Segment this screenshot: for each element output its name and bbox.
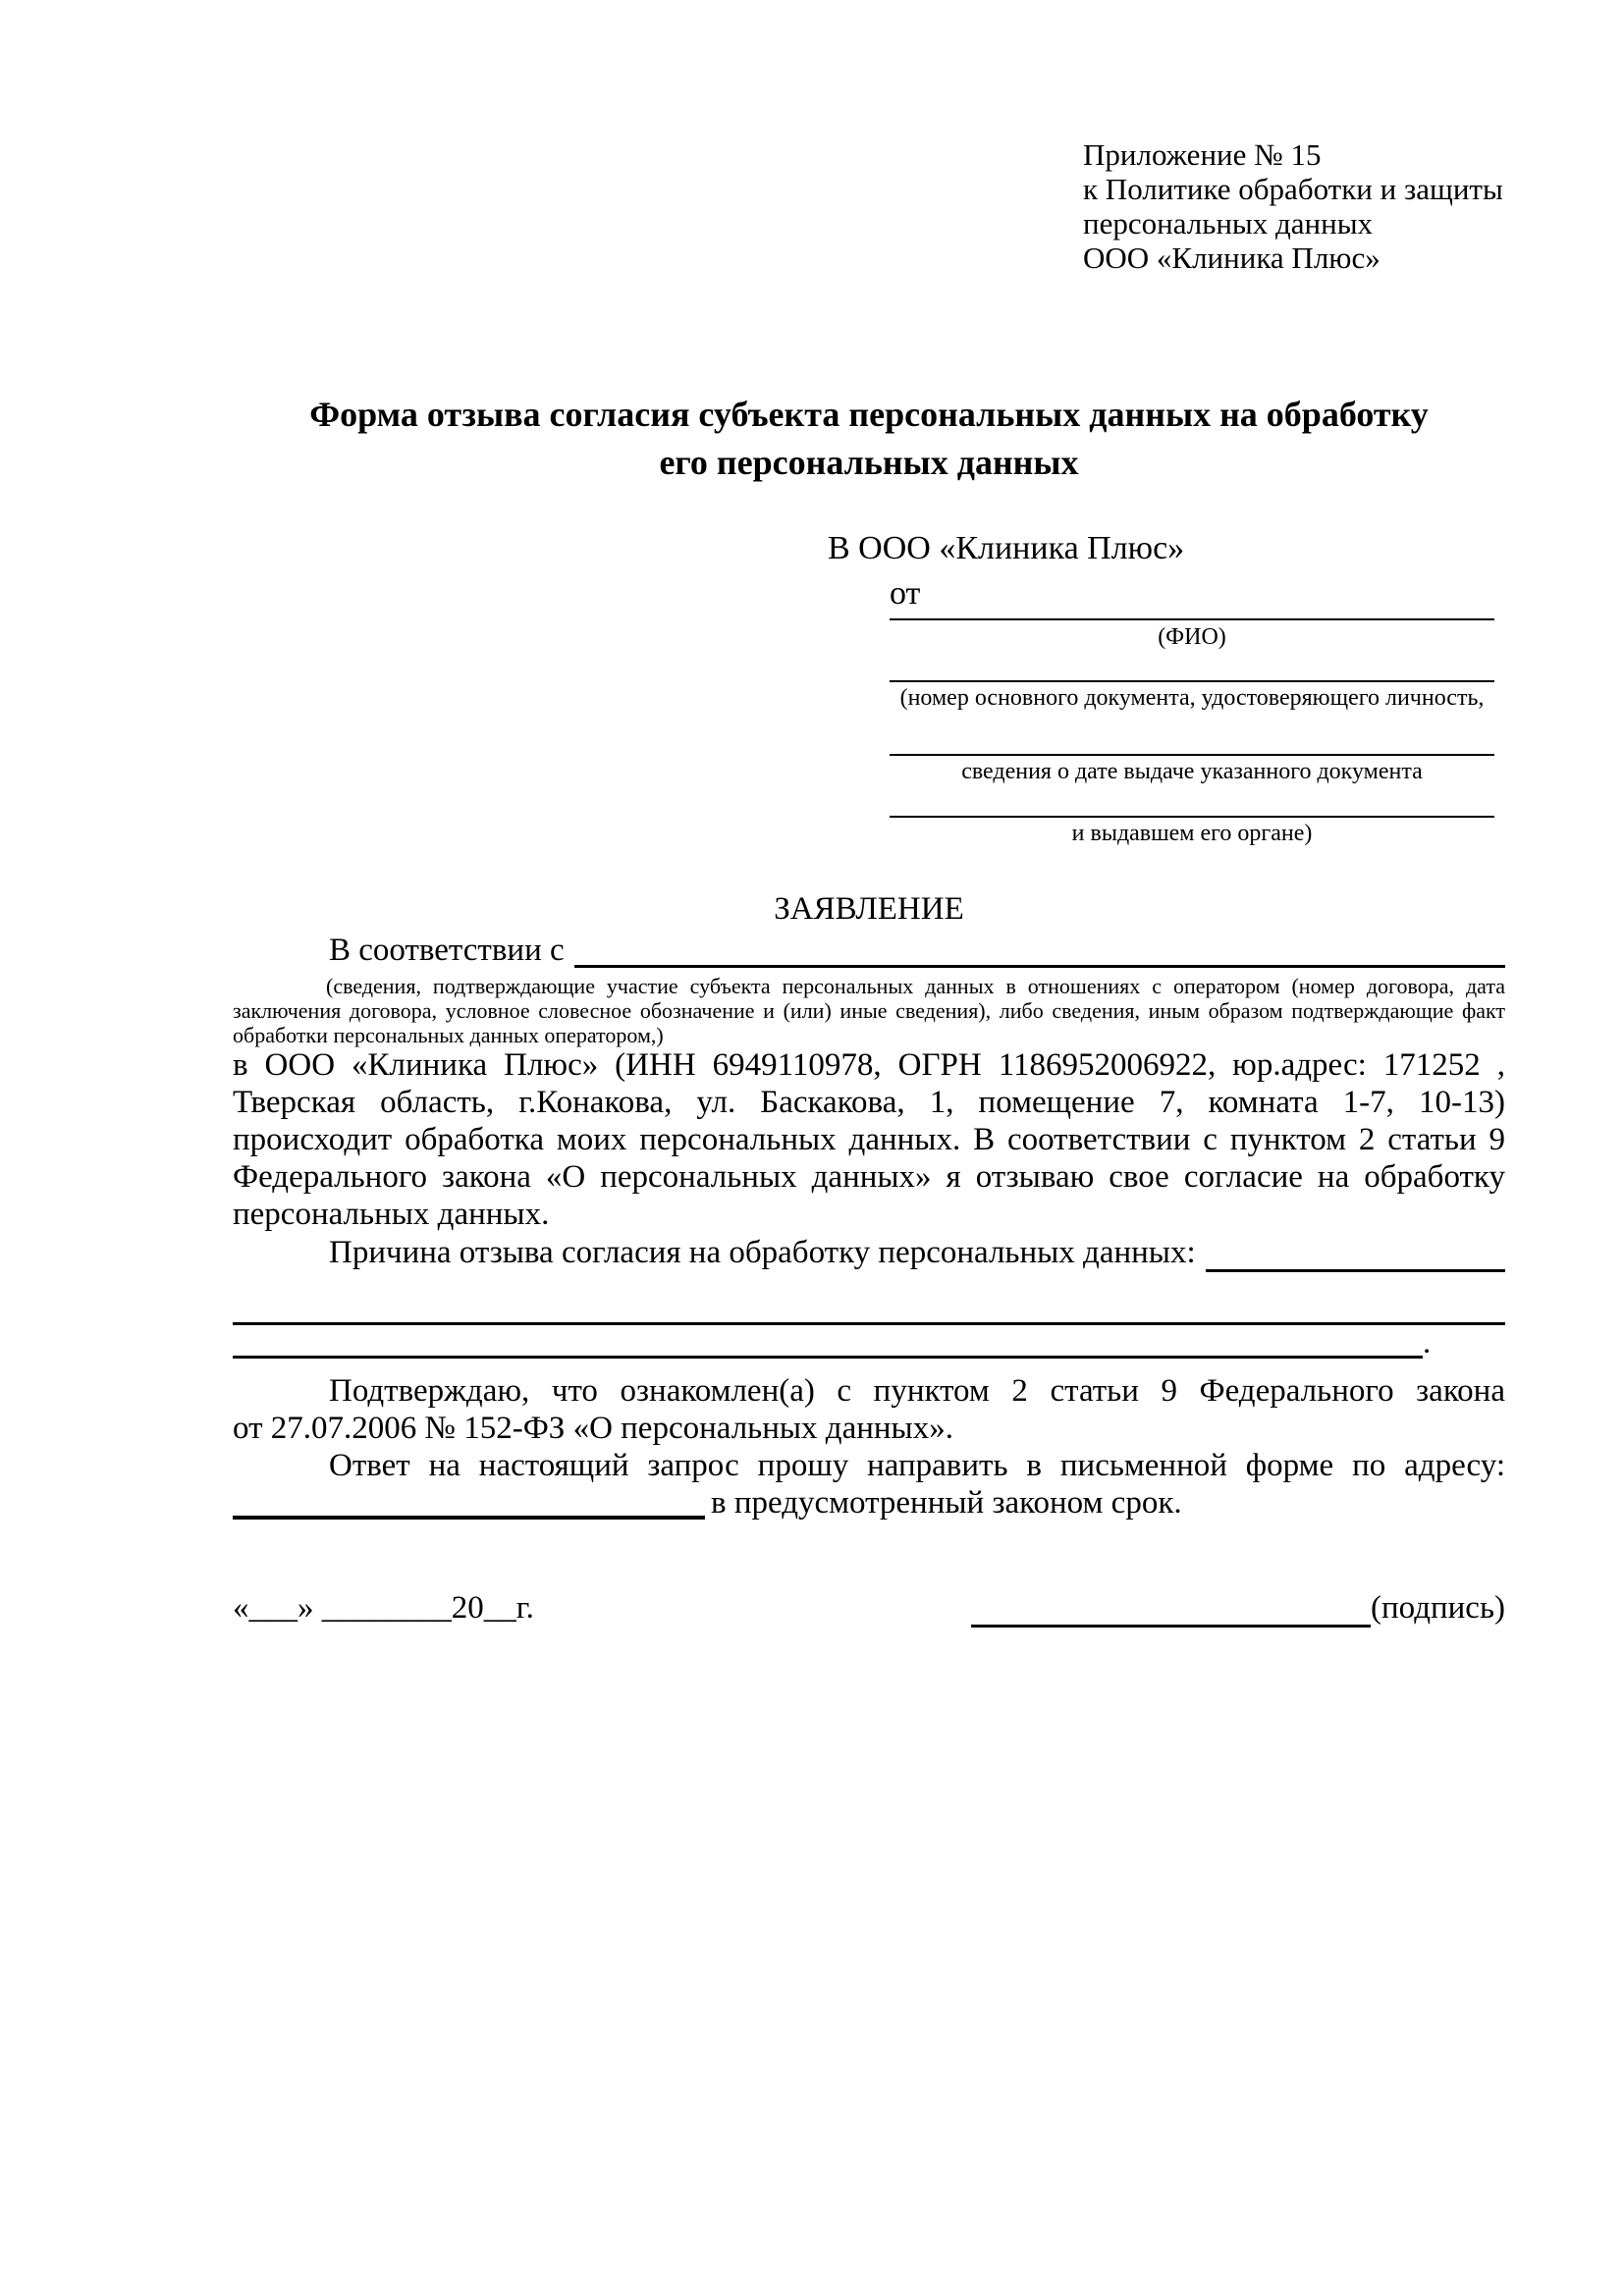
reason-blank-line-2 <box>233 1325 1505 1359</box>
signature-block <box>971 1590 1505 1628</box>
document-number-caption: (номер основного документа, удостоверяющего личность, <box>899 685 1485 711</box>
confirmation-paragraph <box>233 1372 1505 1447</box>
body-line: Федерального закона «О персональных данных» я отзываю свое согласие на обработку <box>233 1159 1505 1195</box>
reason-line <box>233 1235 1505 1272</box>
note-line: (сведения, подтверждающие участие субъекта персональных данных в отношениях с оператором (номер договора, дата <box>326 974 1505 998</box>
date-line: «___» ________20__г. <box>233 1590 534 1626</box>
appendix-header-line: к Политике обработки и защиты <box>1083 172 1503 206</box>
document-number-field-line <box>890 680 1494 682</box>
reason-blank-line-2-rule <box>233 1325 1423 1359</box>
appendix-header-line: Приложение № 15 <box>1083 137 1322 172</box>
appendix-header <box>1083 137 1503 275</box>
fio-caption: (ФИО) <box>1158 624 1226 650</box>
issuing-authority-field-line <box>890 816 1494 818</box>
date-signature-row <box>233 1590 1505 1628</box>
body-line: персональных данных. <box>233 1197 550 1232</box>
body-line: Тверская область, г.Конакова, ул. Баскакова, 1, помещение 7, комната 1-7, 10-13) <box>233 1085 1505 1120</box>
confirm-line: Подтверждаю, что ознакомлен(а) с пунктом 2 статьи 9 Федерального закона <box>329 1373 1505 1409</box>
addressee-organization: В ООО «Клиника Плюс» <box>828 530 1185 566</box>
signature-line <box>971 1590 1371 1628</box>
body-line: происходит обработка моих персональных данных. В соответствии с пунктом 2 статьи 9 <box>233 1122 1505 1157</box>
document-title-line: Форма отзыва согласия субъекта персональных данных на обработку <box>309 395 1429 434</box>
intro-line <box>233 933 1505 968</box>
note-line: заключения договора, условное словесное обозначение и (или) иные сведения), либо сведения, иным образом подтверждающие факт <box>233 998 1505 1023</box>
reply-line: Ответ на настоящий запрос прошу направить в письменной форме по адресу: <box>329 1448 1505 1483</box>
signature-caption: (подпись) <box>1371 1590 1505 1626</box>
body-paragraph <box>233 1046 1505 1233</box>
period: . <box>1423 1325 1432 1361</box>
appendix-header-line: персональных данных <box>1083 206 1374 240</box>
address-fill-line <box>233 1484 705 1520</box>
basis-fill-line <box>574 933 1505 968</box>
statement-heading: ЗАЯВЛЕНИЕ <box>774 891 964 927</box>
appendix-header-line: ООО «Клиника Плюс» <box>1083 240 1380 275</box>
reply-paragraph <box>233 1447 1505 1520</box>
fio-field-line <box>890 618 1494 620</box>
note-line: обработки персональных данных оператором,) <box>233 1023 664 1047</box>
explanatory-note <box>233 974 1505 1047</box>
body-line: в ООО «Клиника Плюс» (ИНН 6949110978, ОГРН 1186952006922, юр.адрес: 171252 , <box>233 1047 1505 1083</box>
document-title-line: его персональных данных <box>659 443 1079 482</box>
reason-label: Причина отзыва согласия на обработку персональных данных: <box>329 1235 1196 1270</box>
reply-suffix: в предусмотренный законом срок. <box>711 1485 1182 1521</box>
issuing-authority-caption: и выдавшем его органе) <box>1071 821 1313 846</box>
reason-fill-line <box>1206 1235 1505 1272</box>
reply-address-line <box>233 1484 1505 1520</box>
issue-date-field-line <box>890 754 1494 756</box>
document-title <box>233 391 1505 487</box>
issue-date-caption: сведения о дате выдаче указанного документа <box>961 759 1423 784</box>
from-label: от <box>890 575 921 612</box>
intro-text: В соответствии с <box>329 933 565 968</box>
confirm-line: от 27.07.2006 № 152-ФЗ «О персональных данных». <box>233 1411 953 1446</box>
